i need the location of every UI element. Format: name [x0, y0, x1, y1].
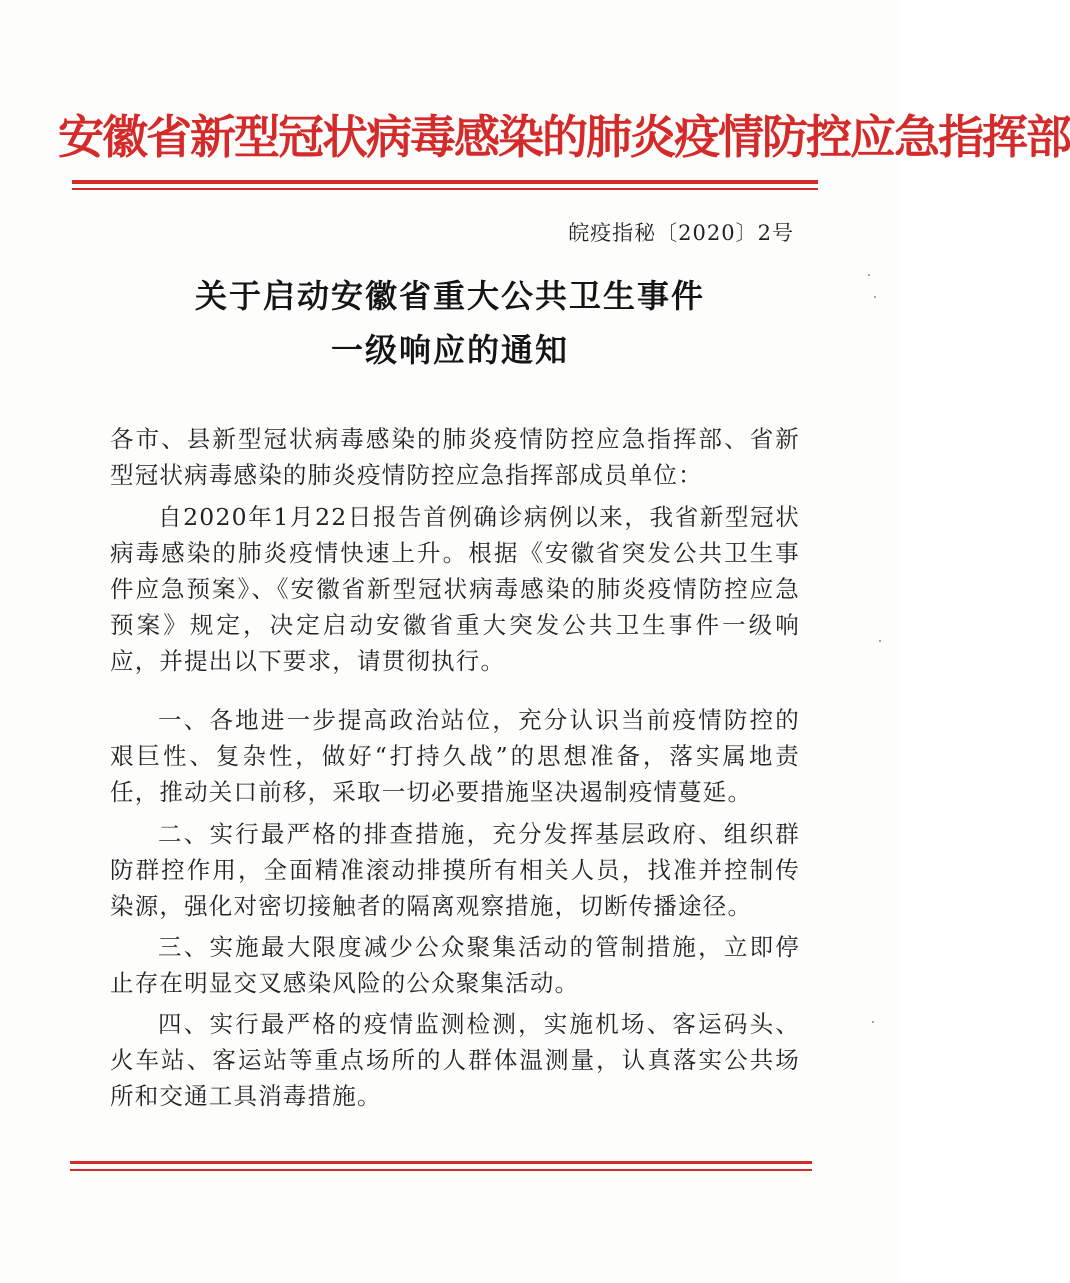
scan-speck	[874, 296, 876, 298]
scan-speck	[879, 640, 881, 642]
salutation-paragraph: 各市、县新型冠状病毒感染的肺炎疫情防控应急指挥部、省新型冠状病毒感染的肺炎疫情防控应急指挥部成员单位：	[110, 425, 800, 489]
intro-paragraph: 自2020年1月22日报告首例确诊病例以来，我省新型冠状病毒感染的肺炎疫情快速上升。根据《安徽省突发公共卫生事件应急预案》、《安徽省新型冠状病毒感染的肺炎疫情防控应急预案》规定，决定启动安徽省重大突发公共卫生事件一级响应，并提出以下要求，请贯彻执行。	[110, 503, 800, 675]
document-title-line-1: 关于启动安徽省重大公共卫生事件	[194, 277, 705, 315]
document-number: 皖疫指秘〔2020〕2号	[568, 221, 794, 245]
requirement-item-1: 一、各地进一步提高政治站位，充分认识当前疫情防控的艰巨性、复杂性，做好“打持久战”的思想准备，落实属地责任，推动关口前移，采取一切必要措施坚决遏制疫情蔓延。	[110, 706, 800, 806]
requirement-item-2: 二、实行最严格的排查措施，充分发挥基层政府、组织群防群控作用，全面精准滚动排摸所有相关人员，找准并控制传染源，强化对密切接触者的隔离观察措施，切断传播途径。	[110, 820, 800, 920]
footer-red-rule-thick	[70, 1161, 812, 1164]
footer-red-rule-thin	[70, 1169, 812, 1171]
header-red-rule-thin	[72, 188, 818, 190]
document-title-line-2: 一级响应的通知	[330, 331, 569, 369]
issuing-authority-header: 安徽省新型冠状病毒感染的肺炎疫情防控应急指挥部	[58, 110, 1070, 164]
scan-speck	[872, 1021, 874, 1023]
header-red-rule-thick	[72, 180, 818, 184]
requirement-item-3: 三、实施最大限度减少公众聚集活动的管制措施，立即停止存在明显交叉感染风险的公众聚集活动。	[110, 933, 800, 997]
scan-speck	[868, 274, 870, 276]
requirement-item-4: 四、实行最严格的疫情监测检测，实施机场、客运码头、火车站、客运站等重点场所的人群体温测量，认真落实公共场所和交通工具消毒措施。	[110, 1010, 800, 1110]
